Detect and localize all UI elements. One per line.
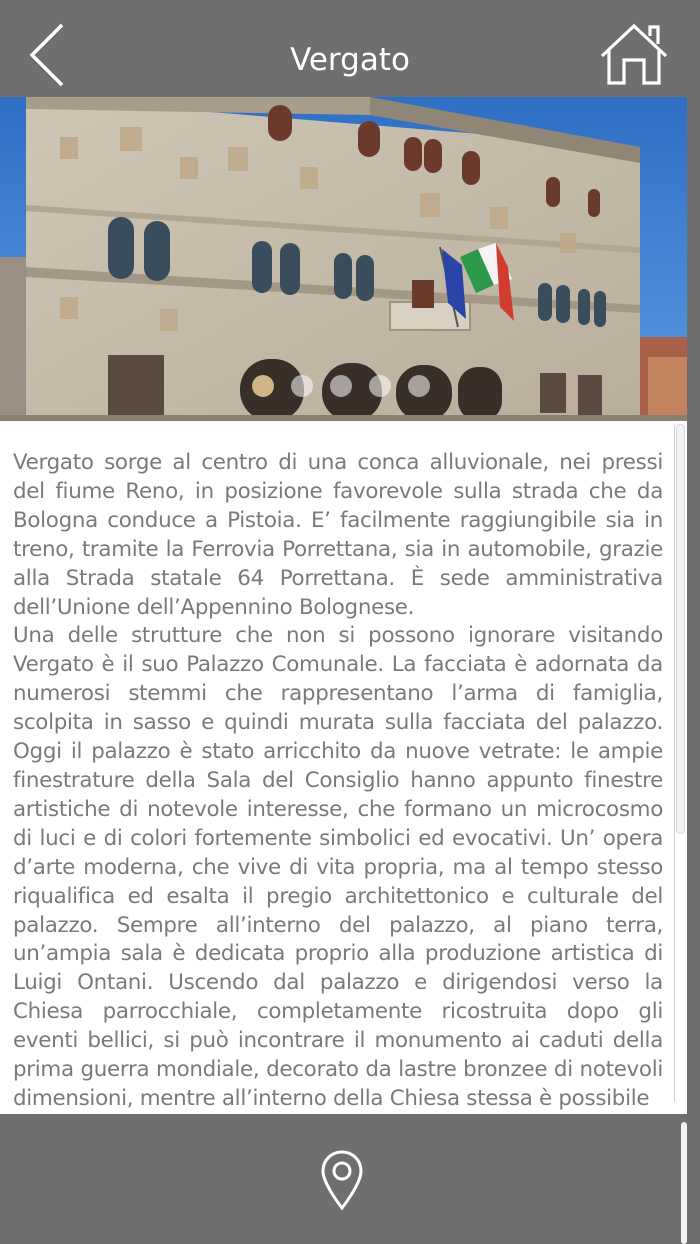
page-title: Vergato	[290, 42, 410, 78]
description-paragraph: Vergato sorge al centro di una conca alluvionale, nei pressi del fiume Reno, in posizione favorevole sulla strada che da Bologna conduce a Pistoia. E’ facilmente raggiungibile sia in treno, tramite la Ferrovia Porrettana, sia in automobile, grazie alla Strada statale 64 Porrettana. È sede amministrativa dell’Unione dell’Appennino Bolognese.	[13, 450, 663, 620]
description-panel[interactable]	[0, 421, 687, 1114]
town-hall-photo	[0, 97, 687, 421]
pagination-dot[interactable]	[369, 375, 391, 397]
pagination-dot[interactable]	[408, 375, 430, 397]
pagination-dot[interactable]	[252, 375, 274, 397]
map-pin-icon	[320, 1150, 364, 1212]
description-paragraph: Una delle strutture che non si possono ignorare visitando Vergato è il suo Palazzo Comunale. La facciata è adornata da numerosi stemmi che rappresentano l’arma di famiglia, scolpita in sasso e quindi murata sulla facciata del palazzo. Oggi il palazzo è stato arricchito da nuove vetrate: le ampie finestrature della Sala del Consiglio hanno appunto finestre artistiche di notevole interesse, che formano un microcosmo di luci e di colori fortemente simbolici ed evocativi. Un’ opera d’arte moderna, che vive di vita propria, ma al tempo stesso riqualifica ed esalta il pregio architettonico e culturale del palazzo. Sempre all’interno del palazzo, al piano terra, un’ampia sala è dedicata proprio alla produzione artistica di Luigi Ontani. Uscendo dal palazzo e dirigendosi verso la Chiesa parrocchiale, completamente ricostruita dopo gli eventi bellici, si può incontrare il monumento ai caduti della prima guerra mondiale, decorato da lastre bronzee di notevoli dimensioni, mentre all’interno della Chiesa stessa è possibile	[13, 623, 663, 1111]
footer-bar	[0, 1114, 700, 1244]
gallery-pagination	[252, 375, 430, 397]
photo-gallery[interactable]	[0, 97, 687, 421]
map-button[interactable]	[320, 1150, 364, 1212]
pagination-dot[interactable]	[330, 375, 352, 397]
scrollbar-thumb[interactable]	[676, 424, 685, 834]
description-text	[13, 449, 663, 1114]
home-icon	[598, 22, 670, 86]
home-button[interactable]	[598, 22, 670, 86]
footer-scroll-indicator	[681, 1122, 687, 1244]
pagination-dot[interactable]	[291, 375, 313, 397]
header-bar	[0, 0, 700, 97]
